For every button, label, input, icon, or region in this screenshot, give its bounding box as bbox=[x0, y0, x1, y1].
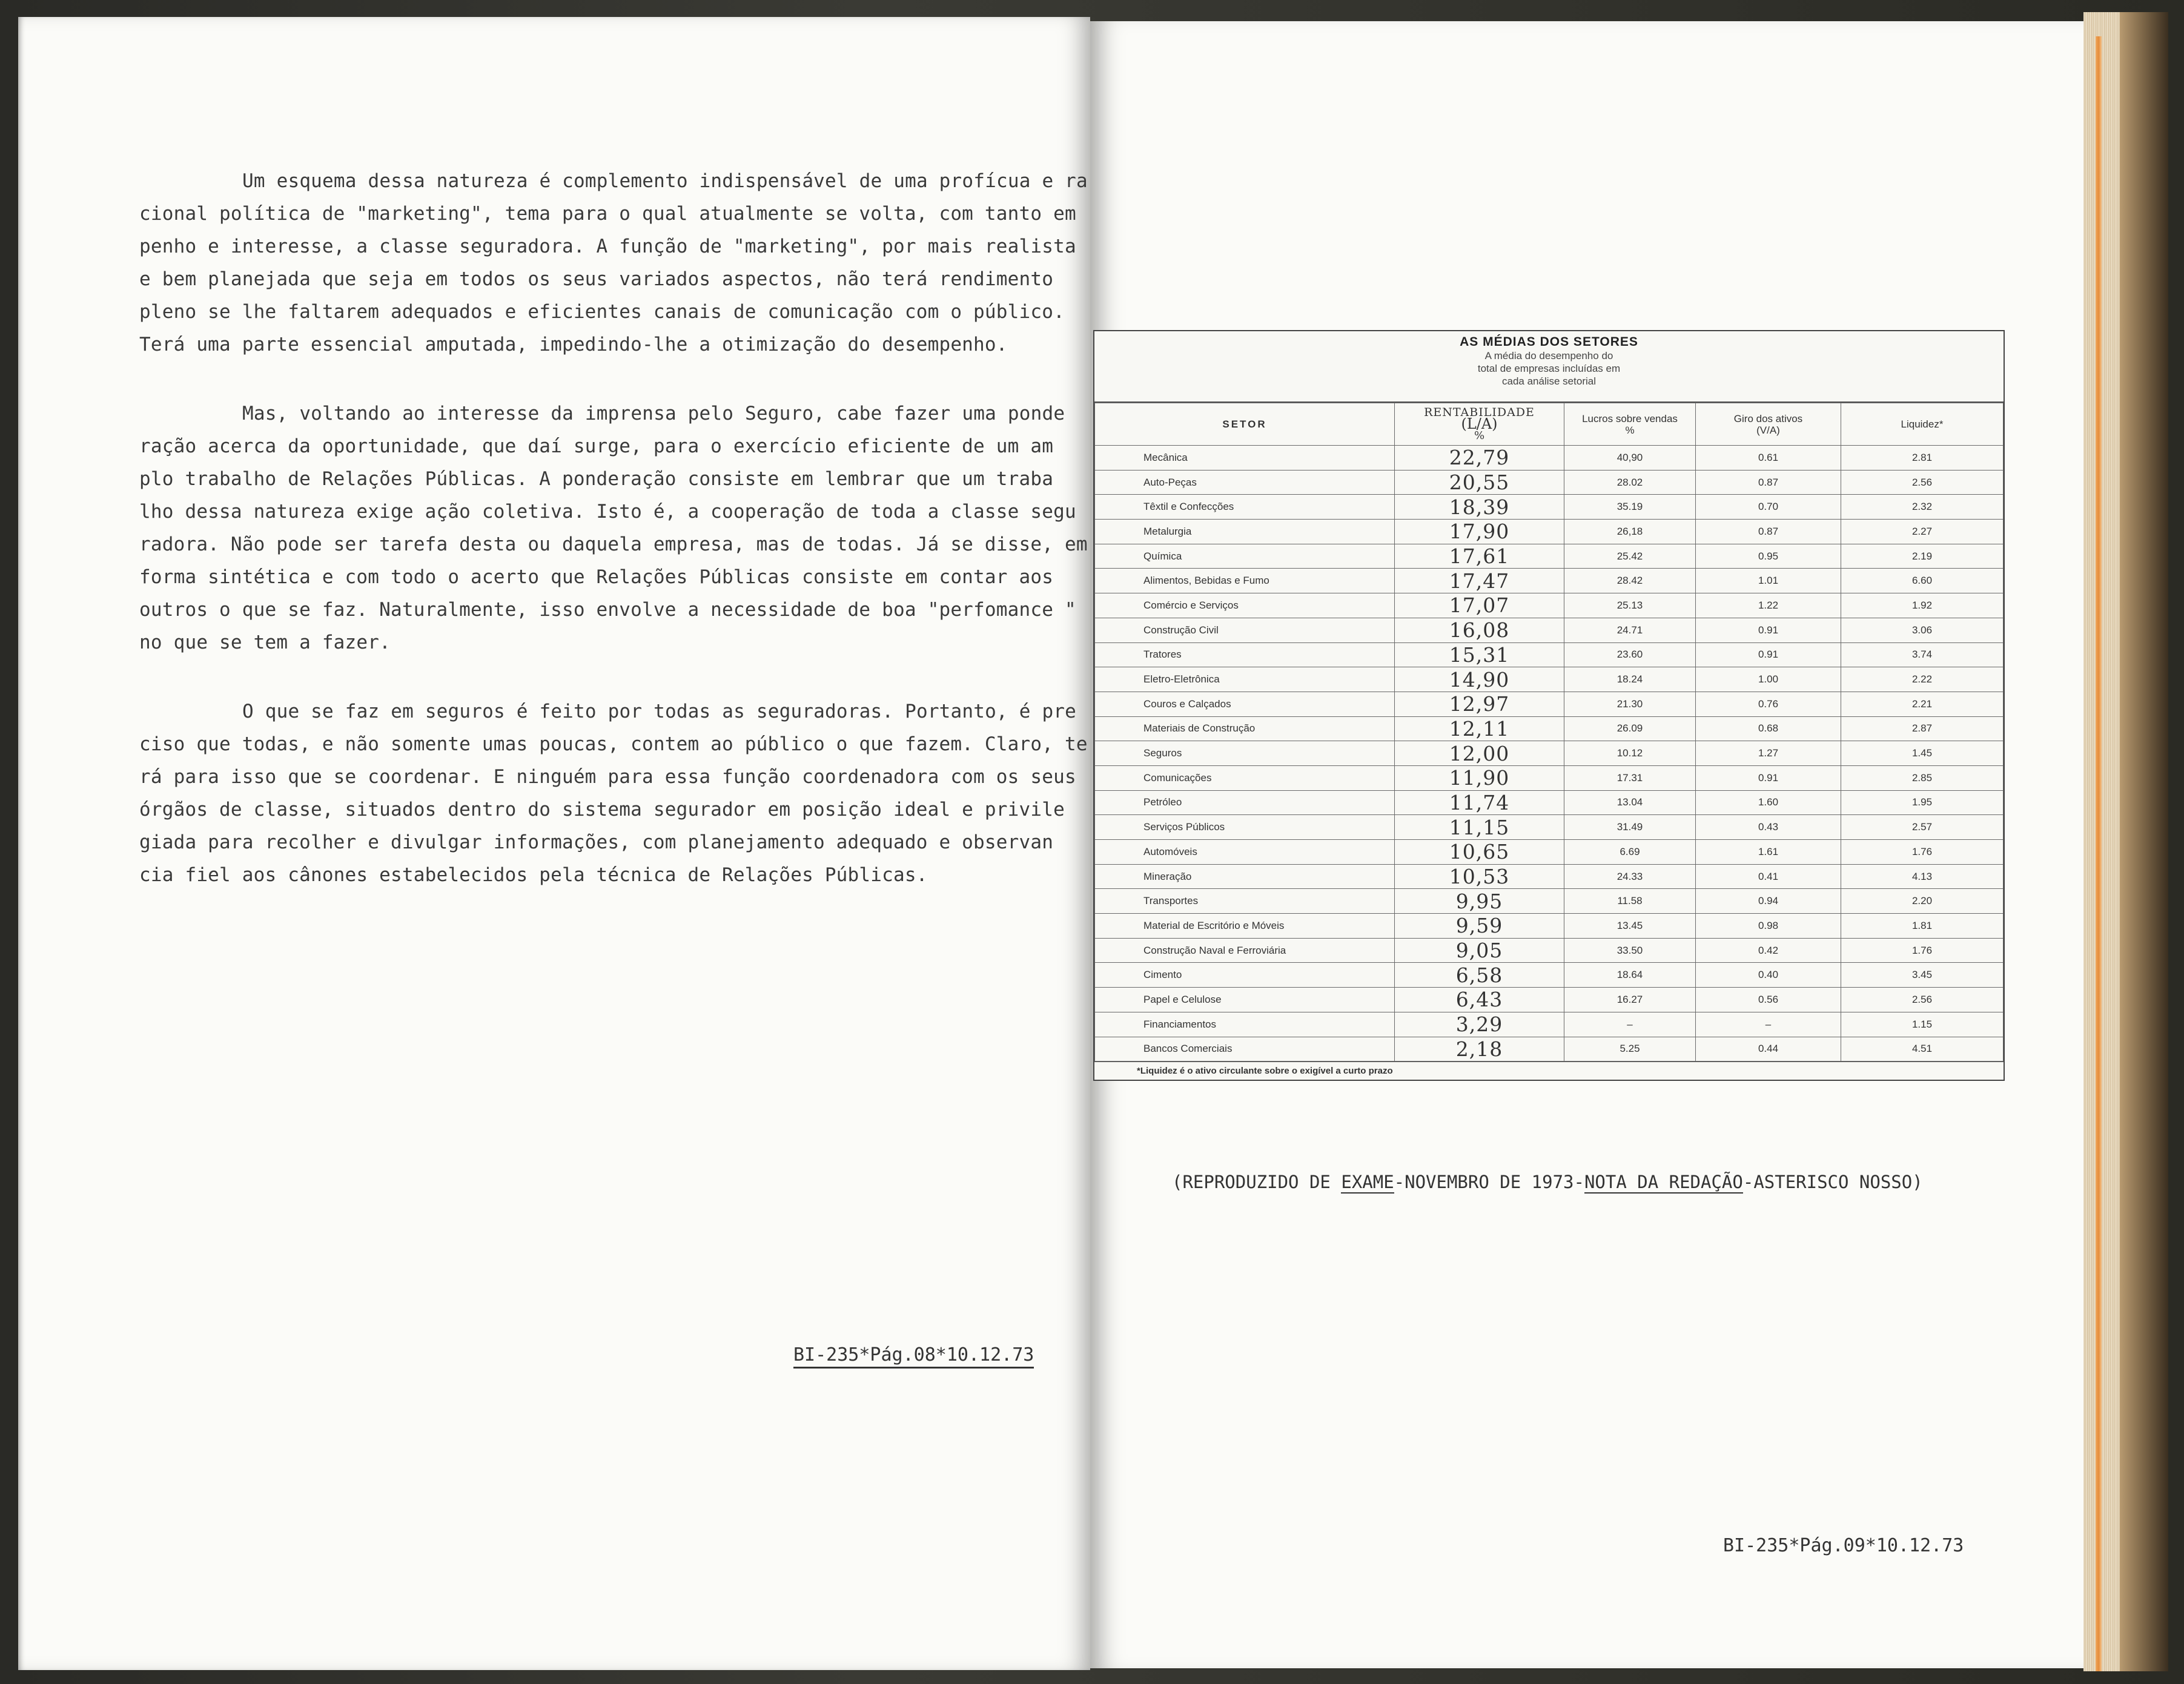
header-giro-label: Giro dos ativos bbox=[1733, 412, 1803, 424]
cell-rentabilidade: 3,29 bbox=[1395, 1012, 1564, 1037]
cell-lucros: 18.64 bbox=[1564, 963, 1696, 988]
cell-setor: Alimentos, Bebidas e Fumo bbox=[1095, 569, 1395, 593]
cell-lucros: 17.31 bbox=[1564, 765, 1696, 790]
cell-rentabilidade: 6,58 bbox=[1395, 963, 1564, 988]
text-line: plo trabalho de Relações Públicas. A ponderação consiste em lembrar que um traba bbox=[139, 468, 1054, 490]
table-row bbox=[1095, 569, 2004, 593]
cell-lucros: 13.45 bbox=[1564, 914, 1696, 939]
cell-giro: 1.60 bbox=[1696, 790, 1841, 815]
cell-lucros: 10.12 bbox=[1564, 741, 1696, 766]
cell-rentabilidade: 9,05 bbox=[1395, 938, 1564, 963]
cell-liquidez: 2.32 bbox=[1841, 495, 2004, 520]
cell-giro: 0.87 bbox=[1696, 470, 1841, 495]
table-row bbox=[1095, 741, 2004, 766]
cell-lucros: 26,18 bbox=[1564, 520, 1696, 544]
header-rentabilidade bbox=[1395, 403, 1564, 446]
text-line: rá para isso que se coordenar. E ninguém para essa função coordenadora com os seus bbox=[139, 766, 1076, 788]
cell-liquidez: 2.20 bbox=[1841, 889, 2004, 914]
cell-giro: 0.87 bbox=[1696, 520, 1841, 544]
cell-giro: 0.91 bbox=[1696, 618, 1841, 642]
cell-giro: 0.44 bbox=[1696, 1037, 1841, 1062]
table-row bbox=[1095, 642, 2004, 667]
cell-giro: 0.98 bbox=[1696, 914, 1841, 939]
text-line: Terá uma parte essencial amputada, impedindo-lhe a otimização do desempenho. bbox=[139, 334, 1008, 355]
cell-liquidez: 1.95 bbox=[1841, 790, 2004, 815]
text-line: forma sintética e com todo o acerto que Relações Públicas consiste em contar aos bbox=[139, 566, 1054, 588]
text-line: e bem planejada que seja em todos os seus variados aspectos, não terá rendimento bbox=[139, 268, 1054, 290]
table-row bbox=[1095, 914, 2004, 939]
text-line: órgãos de classe, situados dentro do sistema segurador em posição ideal e privile bbox=[139, 799, 1065, 821]
cell-lucros: 25.42 bbox=[1564, 544, 1696, 569]
cell-liquidez: 2.87 bbox=[1841, 716, 2004, 741]
cell-rentabilidade: 18,39 bbox=[1395, 495, 1564, 520]
text-line: ciso que todas, e não somente umas poucas, contem ao público o que fazem. Claro, te bbox=[139, 733, 1088, 755]
text-line: outros o que se faz. Naturalmente, isso envolve a necessidade de boa "perfomance " bbox=[139, 599, 1076, 621]
text-line: O que se faz em seguros é feito por todas as seguradoras. Portanto, é pre bbox=[242, 701, 1077, 722]
table-row bbox=[1095, 520, 2004, 544]
table-row bbox=[1095, 1037, 2004, 1062]
cell-liquidez: 2.27 bbox=[1841, 520, 2004, 544]
cell-giro: 0.70 bbox=[1696, 495, 1841, 520]
cell-giro: – bbox=[1696, 1012, 1841, 1037]
cell-setor: Auto-Peças bbox=[1095, 470, 1395, 495]
cell-rentabilidade: 11,74 bbox=[1395, 790, 1564, 815]
cell-setor: Mineração bbox=[1095, 864, 1395, 889]
cell-lucros: 35.19 bbox=[1564, 495, 1696, 520]
cell-giro: 0.42 bbox=[1696, 938, 1841, 963]
cell-giro: 0.41 bbox=[1696, 864, 1841, 889]
table-row bbox=[1095, 889, 2004, 914]
text-line: radora. Não pode ser tarefa desta ou daquela empresa, mas de todas. Já se disse, em bbox=[139, 533, 1088, 555]
header-lucros bbox=[1564, 403, 1696, 446]
cell-liquidez: 2.22 bbox=[1841, 667, 2004, 692]
cell-giro: 1.61 bbox=[1696, 840, 1841, 865]
source-note-exame: EXAME bbox=[1341, 1172, 1394, 1192]
page-edge-stripe bbox=[2096, 36, 2102, 1671]
cell-lucros: 11.58 bbox=[1564, 889, 1696, 914]
table-row bbox=[1095, 790, 2004, 815]
cell-lucros: 40,90 bbox=[1564, 446, 1696, 471]
table-title: AS MÉDIAS DOS SETORES bbox=[1460, 335, 1638, 349]
text-line: ração acerca da oportunidade, que daí surge, para o exercício eficiente de um am bbox=[139, 435, 1054, 457]
book-cover-edge bbox=[2120, 12, 2168, 1671]
text-line: Mas, voltando ao interesse da imprensa pelo Seguro, cabe fazer uma ponde bbox=[242, 403, 1065, 424]
table-subtitle-1: A média do desempenho do bbox=[1484, 350, 1613, 362]
table-footnote: *Liquidez é o ativo circulante sobre o exigível a curto prazo bbox=[1094, 1062, 2004, 1080]
cell-lucros: 25.13 bbox=[1564, 593, 1696, 618]
cell-setor: Couros e Calçados bbox=[1095, 692, 1395, 716]
cell-liquidez: 2.81 bbox=[1841, 446, 2004, 471]
text-line: giada para recolher e divulgar informações, com planejamento adequado e observan bbox=[139, 831, 1054, 853]
cell-rentabilidade: 20,55 bbox=[1395, 470, 1564, 495]
cell-liquidez: 2.56 bbox=[1841, 988, 2004, 1012]
cell-liquidez: 1.76 bbox=[1841, 938, 2004, 963]
cell-giro: 1.27 bbox=[1696, 741, 1841, 766]
cell-setor: Material de Escritório e Móveis bbox=[1095, 914, 1395, 939]
data-table bbox=[1094, 403, 2004, 1062]
left-page-footer: BI-235*Pág.08*10.12.73 bbox=[793, 1344, 1034, 1369]
cell-setor: Construção Civil bbox=[1095, 618, 1395, 642]
table-row bbox=[1095, 544, 2004, 569]
paragraph-2 bbox=[139, 397, 1088, 659]
cell-setor: Petróleo bbox=[1095, 790, 1395, 815]
left-page-body bbox=[139, 165, 1088, 928]
cell-liquidez: 2.21 bbox=[1841, 692, 2004, 716]
header-setor: SETOR bbox=[1095, 403, 1395, 446]
cell-lucros: 28.02 bbox=[1564, 470, 1696, 495]
cell-rentabilidade: 12,00 bbox=[1395, 741, 1564, 766]
cell-setor: Eletro-Eletrônica bbox=[1095, 667, 1395, 692]
right-page-footer: BI-235*Pág.09*10.12.73 bbox=[1723, 1535, 1964, 1556]
cell-liquidez: 3.45 bbox=[1841, 963, 2004, 988]
cell-giro: 0.94 bbox=[1696, 889, 1841, 914]
cell-rentabilidade: 11,15 bbox=[1395, 815, 1564, 840]
source-note bbox=[1172, 1172, 1923, 1192]
table-row bbox=[1095, 840, 2004, 865]
table-row bbox=[1095, 667, 2004, 692]
text-line: lho dessa natureza exige ação coletiva. Isto é, a cooperação de toda a classe segu bbox=[139, 501, 1076, 523]
cell-lucros: 24.33 bbox=[1564, 864, 1696, 889]
cell-setor: Química bbox=[1095, 544, 1395, 569]
cell-liquidez: 2.19 bbox=[1841, 544, 2004, 569]
table-row bbox=[1095, 470, 2004, 495]
cell-giro: 1.00 bbox=[1696, 667, 1841, 692]
table-row bbox=[1095, 815, 2004, 840]
paragraph-3 bbox=[139, 695, 1088, 891]
cell-setor: Têxtil e Confecções bbox=[1095, 495, 1395, 520]
source-note-part3: -ASTERISCO NOSSO) bbox=[1742, 1172, 1923, 1192]
table-row bbox=[1095, 716, 2004, 741]
header-rentabilidade-unit: (L/A) bbox=[1461, 415, 1498, 432]
cell-lucros: 18.24 bbox=[1564, 667, 1696, 692]
table-row bbox=[1095, 864, 2004, 889]
table-row bbox=[1095, 938, 2004, 963]
cell-rentabilidade: 2,18 bbox=[1395, 1037, 1564, 1062]
cell-lucros: 33.50 bbox=[1564, 938, 1696, 963]
cell-giro: 0.43 bbox=[1696, 815, 1841, 840]
cell-liquidez: 2.56 bbox=[1841, 470, 2004, 495]
cell-lucros: 26.09 bbox=[1564, 716, 1696, 741]
header-giro-unit: (V/A) bbox=[1756, 424, 1780, 436]
cell-giro: 1.22 bbox=[1696, 593, 1841, 618]
cell-liquidez: 2.57 bbox=[1841, 815, 2004, 840]
table-row bbox=[1095, 692, 2004, 716]
cell-giro: 0.68 bbox=[1696, 716, 1841, 741]
cell-rentabilidade: 16,08 bbox=[1395, 618, 1564, 642]
cell-setor: Mecânica bbox=[1095, 446, 1395, 471]
table-header-row bbox=[1095, 403, 2004, 446]
cell-liquidez: 4.13 bbox=[1841, 864, 2004, 889]
cell-rentabilidade: 17,47 bbox=[1395, 569, 1564, 593]
cell-rentabilidade: 17,07 bbox=[1395, 593, 1564, 618]
cell-giro: 0.61 bbox=[1696, 446, 1841, 471]
cell-setor: Tratores bbox=[1095, 642, 1395, 667]
table-row bbox=[1095, 988, 2004, 1012]
source-note-part1: (REPRODUZIDO DE bbox=[1172, 1172, 1342, 1192]
table-row bbox=[1095, 765, 2004, 790]
header-lucros-label: Lucros sobre vendas bbox=[1582, 412, 1678, 424]
table-subtitle-3: cada análise setorial bbox=[1502, 375, 1596, 387]
header-liquidez: Liquidez* bbox=[1841, 403, 2004, 446]
cell-giro: 0.56 bbox=[1696, 988, 1841, 1012]
cell-liquidez: 6.60 bbox=[1841, 569, 2004, 593]
cell-liquidez: 3.06 bbox=[1841, 618, 2004, 642]
cell-liquidez: 1.15 bbox=[1841, 1012, 2004, 1037]
cell-setor: Metalurgia bbox=[1095, 520, 1395, 544]
cell-lucros: 13.04 bbox=[1564, 790, 1696, 815]
cell-rentabilidade: 10,53 bbox=[1395, 864, 1564, 889]
table-row bbox=[1095, 963, 2004, 988]
cell-setor: Seguros bbox=[1095, 741, 1395, 766]
cell-setor: Construção Naval e Ferroviária bbox=[1095, 938, 1395, 963]
cell-lucros: 16.27 bbox=[1564, 988, 1696, 1012]
cell-setor: Bancos Comerciais bbox=[1095, 1037, 1395, 1062]
cell-lucros: 21.30 bbox=[1564, 692, 1696, 716]
table-row bbox=[1095, 618, 2004, 642]
table-row bbox=[1095, 593, 2004, 618]
cell-rentabilidade: 9,95 bbox=[1395, 889, 1564, 914]
paragraph-1 bbox=[139, 165, 1088, 361]
cell-setor: Automóveis bbox=[1095, 840, 1395, 865]
source-note-part2: -NOVEMBRO DE 1973- bbox=[1394, 1172, 1584, 1192]
text-line: Um esquema dessa natureza é complemento indispensável de uma profícua e ra bbox=[242, 170, 1088, 192]
cell-giro: 0.76 bbox=[1696, 692, 1841, 716]
cell-setor: Comunicações bbox=[1095, 765, 1395, 790]
cell-liquidez: 1.81 bbox=[1841, 914, 2004, 939]
header-giro bbox=[1696, 403, 1841, 446]
cell-giro: 0.91 bbox=[1696, 642, 1841, 667]
cell-giro: 1.01 bbox=[1696, 569, 1841, 593]
cell-rentabilidade: 10,65 bbox=[1395, 840, 1564, 865]
source-note-nota: NOTA DA REDAÇÃO bbox=[1584, 1172, 1743, 1192]
sector-averages-table bbox=[1093, 330, 2005, 1081]
text-line: no que se tem a fazer. bbox=[139, 632, 391, 653]
table-title-block bbox=[1094, 331, 2004, 403]
text-line: cional política de "marketing", tema para o qual atualmente se volta, com tanto em bbox=[139, 203, 1076, 225]
header-rentabilidade-pct: % bbox=[1474, 429, 1485, 442]
header-lucros-unit: % bbox=[1625, 424, 1635, 436]
cell-lucros: 6.69 bbox=[1564, 840, 1696, 865]
cell-lucros: – bbox=[1564, 1012, 1696, 1037]
table-row bbox=[1095, 495, 2004, 520]
cell-rentabilidade: 11,90 bbox=[1395, 765, 1564, 790]
cell-lucros: 24.71 bbox=[1564, 618, 1696, 642]
cell-giro: 0.95 bbox=[1696, 544, 1841, 569]
cell-lucros: 28.42 bbox=[1564, 569, 1696, 593]
cell-rentabilidade: 12,11 bbox=[1395, 716, 1564, 741]
cell-lucros: 31.49 bbox=[1564, 815, 1696, 840]
table-row bbox=[1095, 1012, 2004, 1037]
cell-setor: Serviços Públicos bbox=[1095, 815, 1395, 840]
cell-liquidez: 3.74 bbox=[1841, 642, 2004, 667]
cell-liquidez: 4.51 bbox=[1841, 1037, 2004, 1062]
cell-setor: Financiamentos bbox=[1095, 1012, 1395, 1037]
cell-giro: 0.40 bbox=[1696, 963, 1841, 988]
text-line: cia fiel aos cânones estabelecidos pela técnica de Relações Públicas. bbox=[139, 864, 928, 886]
cell-setor: Comércio e Serviços bbox=[1095, 593, 1395, 618]
cell-liquidez: 1.76 bbox=[1841, 840, 2004, 865]
text-line: penho e interesse, a classe seguradora. A função de "marketing", por mais realista bbox=[139, 236, 1076, 257]
cell-rentabilidade: 22,79 bbox=[1395, 446, 1564, 471]
cell-rentabilidade: 15,31 bbox=[1395, 642, 1564, 667]
cell-setor: Transportes bbox=[1095, 889, 1395, 914]
cell-lucros: 23.60 bbox=[1564, 642, 1696, 667]
header-rentabilidade-label: RENTABILIDADE bbox=[1424, 406, 1535, 419]
cell-setor: Papel e Celulose bbox=[1095, 988, 1395, 1012]
cell-liquidez: 1.92 bbox=[1841, 593, 2004, 618]
table-subtitle-2: total de empresas incluídas em bbox=[1477, 363, 1621, 374]
cell-rentabilidade: 6,43 bbox=[1395, 988, 1564, 1012]
table-body bbox=[1095, 446, 2004, 1062]
cell-rentabilidade: 14,90 bbox=[1395, 667, 1564, 692]
cell-giro: 0.91 bbox=[1696, 765, 1841, 790]
cell-setor: Cimento bbox=[1095, 963, 1395, 988]
cell-liquidez: 2.85 bbox=[1841, 765, 2004, 790]
cell-liquidez: 1.45 bbox=[1841, 741, 2004, 766]
page-edges bbox=[2083, 12, 2168, 1671]
cell-rentabilidade: 12,97 bbox=[1395, 692, 1564, 716]
cell-rentabilidade: 9,59 bbox=[1395, 914, 1564, 939]
table-row bbox=[1095, 446, 2004, 471]
cell-lucros: 5.25 bbox=[1564, 1037, 1696, 1062]
cell-setor: Materiais de Construção bbox=[1095, 716, 1395, 741]
cell-rentabilidade: 17,90 bbox=[1395, 520, 1564, 544]
cell-rentabilidade: 17,61 bbox=[1395, 544, 1564, 569]
text-line: pleno se lhe faltarem adequados e eficientes canais de comunicação com o público. bbox=[139, 301, 1065, 323]
